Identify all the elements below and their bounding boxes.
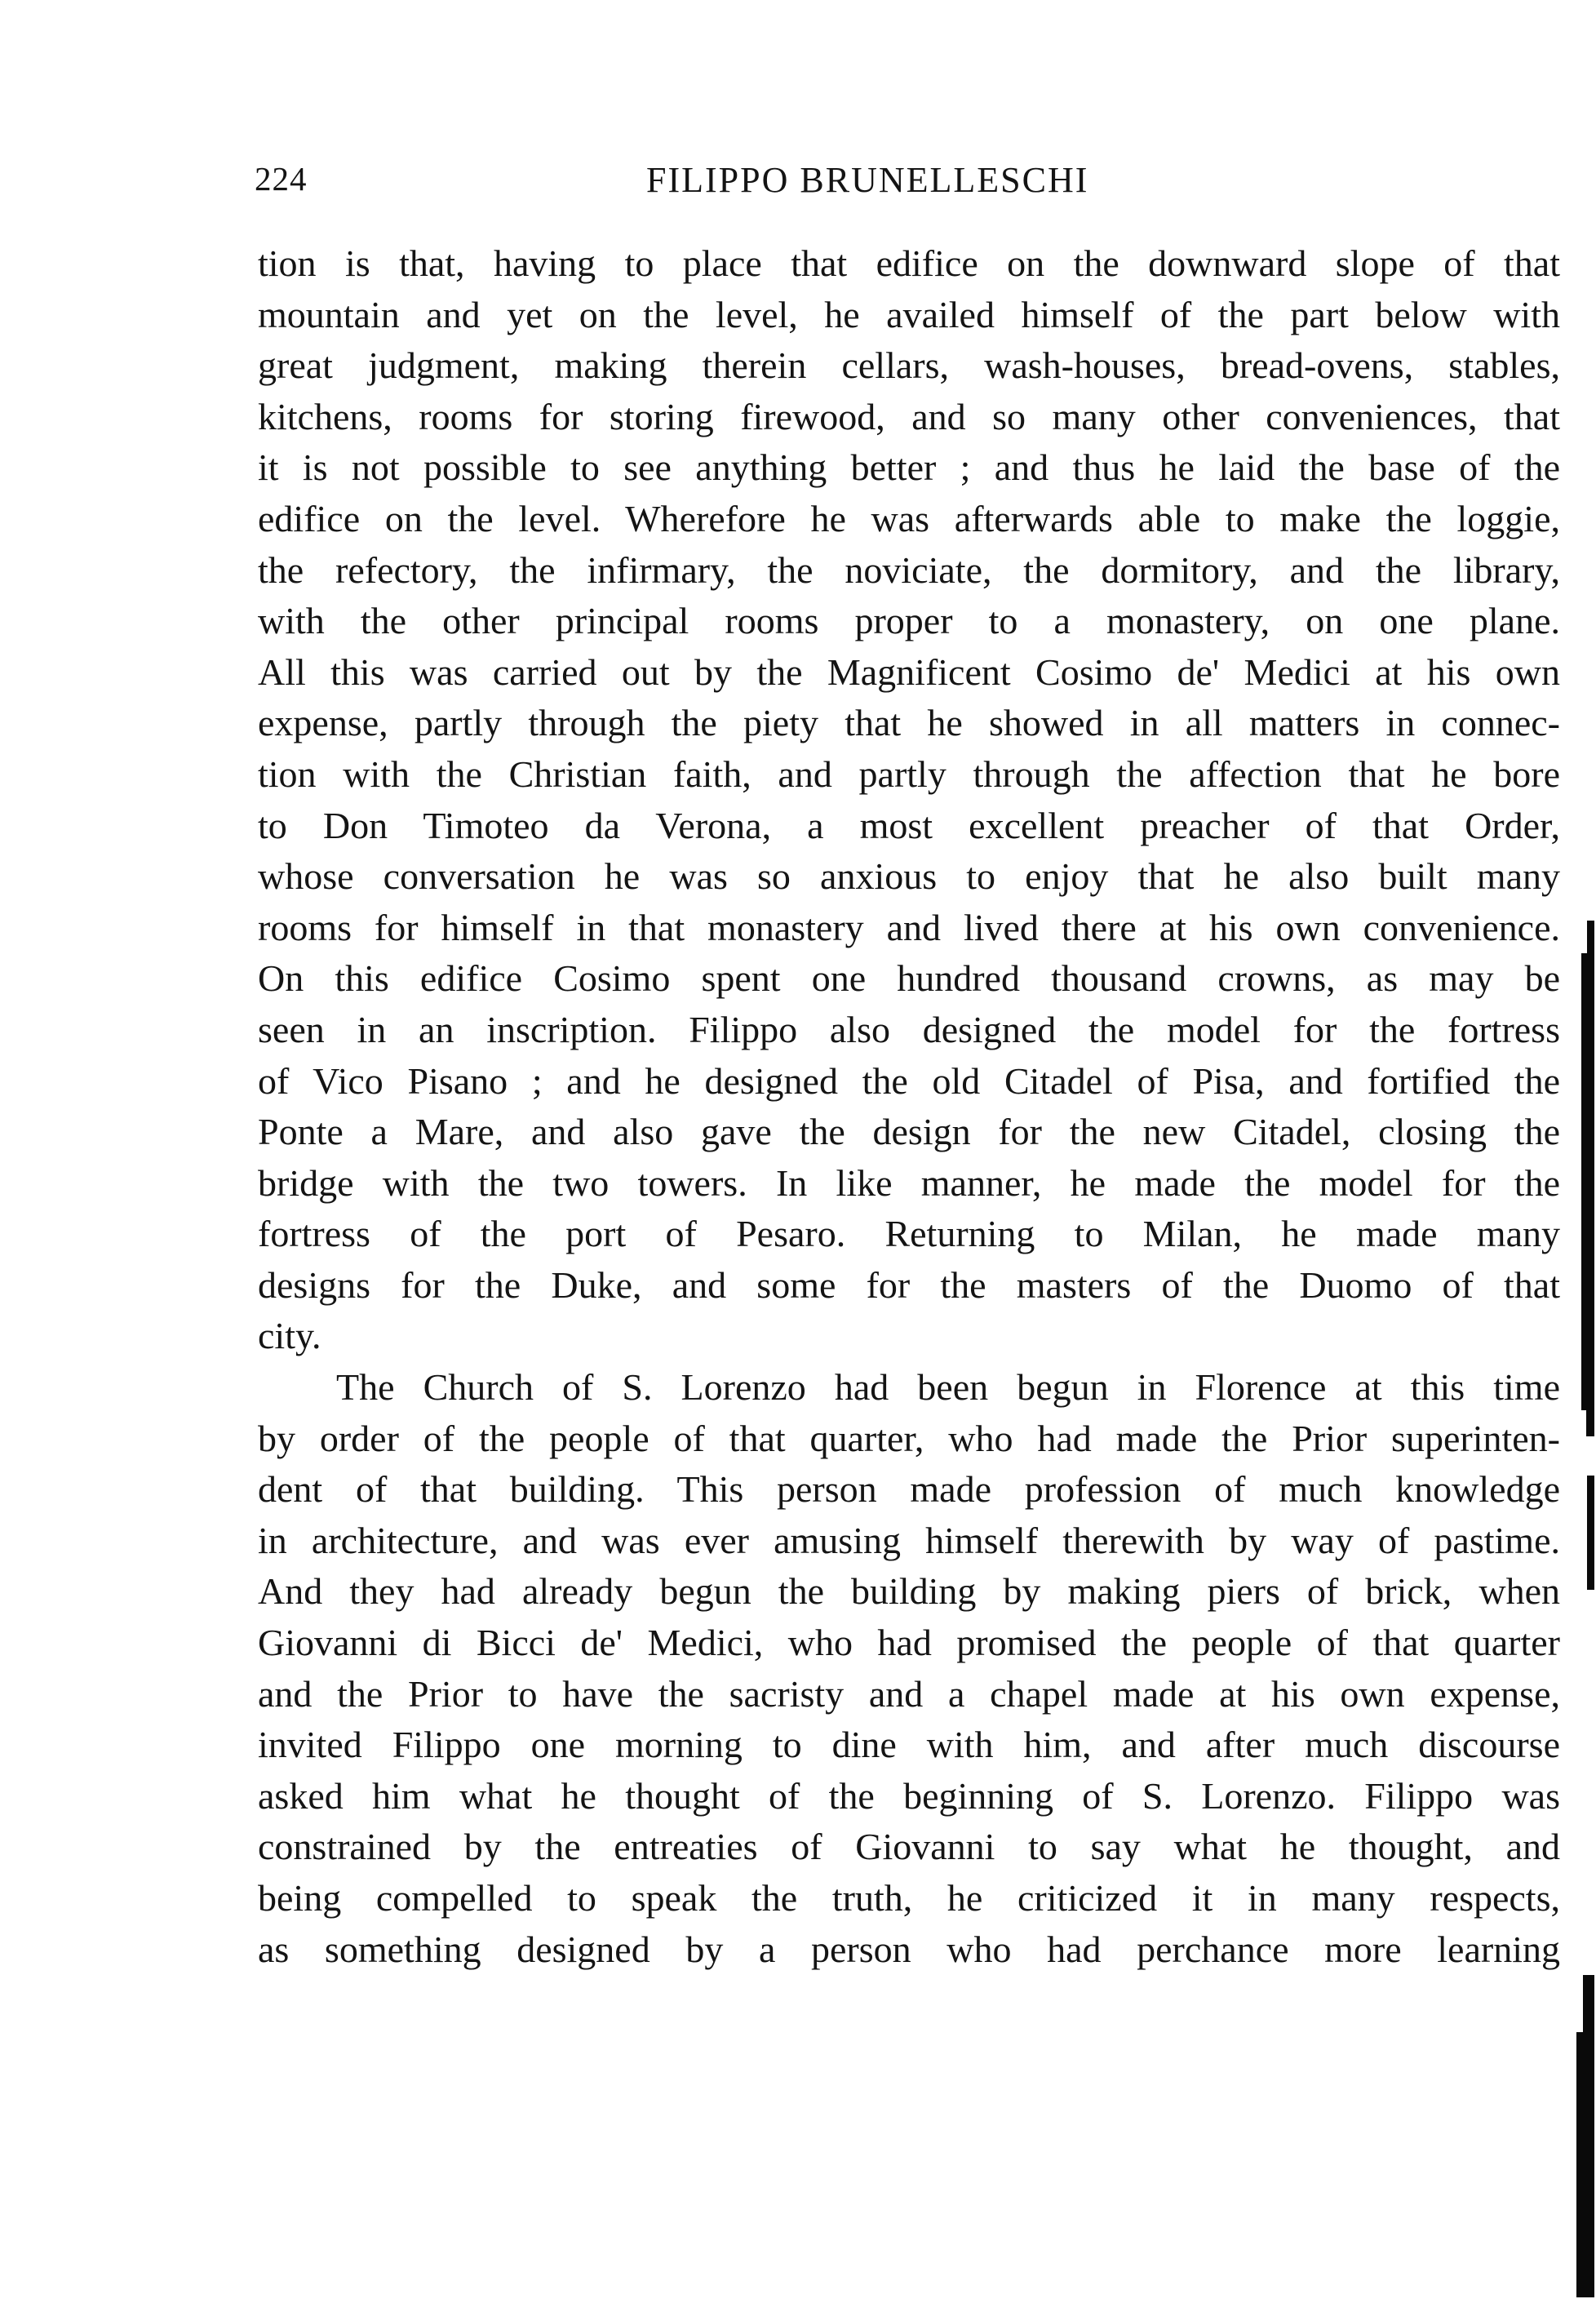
text-line: rooms for himself in that monastery and lived there at his own convenience. [258,906,1560,948]
text-line: seen in an inscription. Filippo also designed the model for the fortress [258,1008,1560,1050]
scan-edge-artifact [1581,953,1594,1410]
text-line: whose conversation he was so anxious to enjoy that he also built many [258,855,1560,898]
text-line: invited Filippo one morning to dine with him, and after much discourse [258,1724,1560,1766]
text-line: Ponte a Mare, and also gave the design for the new Citadel, closing the [258,1111,1560,1153]
text-line: of Vico Pisano ; and he designed the old Citadel of Pisa, and fortified the [258,1059,1560,1102]
scan-edge-artifact [1583,1975,1594,2032]
text-line: in architecture, and was ever amusing himself therewith by way of pastime. [258,1519,1560,1561]
body-text [258,238,1560,1975]
text-line: bridge with the two towers. In like manner, he made the model for the [258,1161,1560,1204]
text-line: being compelled to speak the truth, he criticized it in many respects, [258,1877,1560,1919]
text-line: And they had already begun the building by making piers of brick, when [258,1570,1560,1613]
text-line: edifice on the level. Wherefore he was afterwards able to make the loggie, [258,497,1560,539]
text-line: tion with the Christian faith, and partly through the affection that he bore [258,752,1560,795]
text-line: All this was carried out by the Magnificent Cosimo de' Medici at his own [258,650,1560,693]
text-line: tion is that, having to place that edifice on the downward slope of that [258,242,1560,284]
text-line: and the Prior to have the sacristy and a chapel made at his own expense, [258,1672,1560,1715]
running-title: FILIPPO BRUNELLESCHI [646,160,1089,200]
text-line: by order of the people of that quarter, who had made the Prior superinten- [258,1417,1560,1459]
text-line: asked him what he thought of the beginning of S. Lorenzo. Filippo was [258,1774,1560,1817]
scan-edge-artifact [1587,1476,1594,1590]
text-line: Giovanni di Bicci de' Medici, who had promised the people of that quarter [258,1622,1560,1664]
text-line: designs for the Duke, and some for the masters of the Duomo of that [258,1263,1560,1306]
text-line: to Don Timoteo da Verona, a most excellent preacher of that Order, [258,804,1560,846]
text-line: great judgment, making therein cellars, wash-houses, bread-ovens, stables, [258,344,1560,387]
text-line: constrained by the entreaties of Giovanni to say what he thought, and [258,1826,1560,1868]
text-line: expense, partly through the piety that he showed in all matters in connec- [258,702,1560,744]
paragraph-start-line: The Church of S. Lorenzo had been begun in Florence at this time [336,1366,1560,1409]
text-line: it is not possible to see anything better ; and thus he laid the base of the [258,446,1560,489]
text-line: On this edifice Cosimo spent one hundred thousand crowns, as may be [258,957,1560,1000]
text-line: mountain and yet on the level, he availed himself of the part below with [258,293,1560,335]
page-number: 224 [255,160,308,198]
paragraph-end-line: city. [258,1315,321,1357]
text-line: with the other principal rooms proper to a monastery, on one plane. [258,600,1560,642]
scan-edge-artifact [1586,1410,1594,1436]
running-head [255,159,1560,208]
text-line: fortress of the port of Pesaro. Returning to Milan, he made many [258,1213,1560,1255]
scan-edge-artifact [1587,921,1594,953]
scan-edge-artifact [1576,2032,1594,2297]
text-line: dent of that building. This person made profession of much knowledge [258,1468,1560,1511]
text-line: as something designed by a person who had perchance more learning [258,1928,1560,1970]
text-line: kitchens, rooms for storing firewood, and so many other conveniences, that [258,395,1560,437]
text-line: the refectory, the infirmary, the noviciate, the dormitory, and the library, [258,548,1560,591]
